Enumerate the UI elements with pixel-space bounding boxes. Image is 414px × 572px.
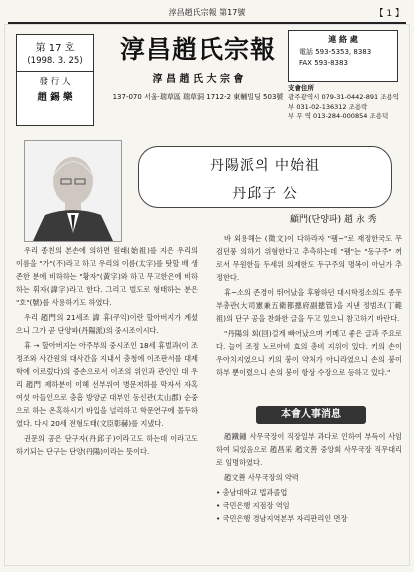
contact-box	[288, 30, 398, 82]
article-subheadline: 丹邱子 公	[232, 186, 298, 202]
issue-number: 第 17 호	[35, 43, 75, 54]
personnel-news-section	[216, 430, 402, 525]
masthead-address: 137-070 서울·瑞草區 瑞草洞 1712-2 東輔빌딩 503號	[112, 93, 284, 101]
paragraph: "丹陽의 회(回)걸게 빠어났으며 키메고 좋은 글과 주요로 다. 늘어 조정 노르아비 효의 총비 지위이 있다. 키의 손이 우아치지였으니 키의 붕이 약처가 아니라였으니 손의 붕이 하부 뿐이렸으니 손의 붕이 항상 수장으로 등하고 있다."	[216, 329, 402, 377]
profile-bullet-list	[216, 486, 402, 525]
paragraph: 바 외용해는 (徵文)이 다하라자 "팸~"로 재정한국도 무검던풍 의하기 위혐한다고 추측하는데 "팸"는 "동구주" 꺼로서 무원한들 두세위 의제한도 두구주의 명복이 아닌가 추정한다.	[216, 234, 402, 282]
contact-phone: 電話 593-5353, 8383	[299, 48, 372, 56]
branch-office-line: 부 무 역 013-284-000854 조용덕	[288, 112, 389, 121]
paragraph: 우리 종친의 본손에 의하면 원래(始祖)를 지은 우리의 이름을 "가"(不)라고 하고 우리의 이름(太字)를 탓할 배 생존한 분에 비하하는 "황자"(黃字)와 하고 무고한은에 비하하는 휘자(諱字)라고 한다. 그리고 벌도로 형태하는 분은 "호"(號)를 사용하기도 하였다.	[16, 246, 198, 307]
paragraph: 우리 趙門의 21세조 諱 휴(쿠익)이란 할아버지가 계셨으니 그가 곧 단양파(丹陽派)의 중시조이시다.	[16, 313, 198, 335]
portrait-illustration	[25, 141, 121, 241]
page-number: 【 1 】	[374, 9, 404, 19]
list-item: • 국민은행 지점장 역임	[216, 499, 402, 512]
section-banner-personnel-news: 本會人事消息	[256, 406, 366, 424]
author-portrait-photo	[24, 140, 122, 242]
branch-office-line: 광주광역시 079-31-0442-891 조용익	[288, 93, 400, 102]
paragraph: 휴 → 할아버지는 아주부의 중시조인 18세 휴벌과(이 조정조와 사간원의 대사간을 지내서 충청에 이조판서를 대제학에 이르렀다)의 증손으로서 이조의 위인과 관인인 대 우리 趙門 제하분이 이혜 선부위여 병문저하를 막자서 자혹 여섯 아들인으로 충흠 방양군 대부인 동신관(太山郡) 순중으로 하는 온혹하시기 바입을 널리하고 학문연구에 몰두하였다. 다시 20세 전형도태(文臣彰赫)를 지냈다.	[16, 341, 198, 428]
list-item: • 충남대학교 법과졸업	[216, 486, 402, 499]
paragraph: 권문의 공은 단구자(丹邱子)이라고도 하는데 이라고도 하기되는 단구는 단양(丹陽)이라는 뜻이다.	[16, 434, 198, 456]
masthead	[104, 30, 292, 102]
masthead-title: 淳昌趙氏宗報	[119, 35, 276, 64]
running-header	[8, 4, 406, 24]
publisher-label: 發 行 人	[39, 77, 71, 87]
issue-divider	[17, 71, 93, 72]
header-title: 淳昌趙氏宗報 第17號	[168, 8, 246, 17]
branch-offices-heading: 支會住所	[288, 84, 314, 92]
article-byline: 顧門(단양파) 趙 永 秀	[290, 215, 377, 225]
article-left-column	[16, 244, 198, 460]
contact-fax: FAX 593-8383	[299, 59, 348, 67]
paragraph: 휴~소의 존경이 뛰어났을 후왕하던 대시학정소의도 종무부총관(大司憲兼五衛都摠府副摠管)을 지낸 정범조(丁範祖)의 단구 공을 찬화한 글을 두고 있으니 참고하기 바란다.	[216, 288, 402, 323]
paragraph: 趙鐵鍾 사무국장이 직장일부 과다로 인하여 부득이 사임하여 되었음으로 趙昌采 趙文善 중앙회 사무국장 직무대리로 임명하였다.	[216, 432, 402, 467]
article-right-column	[216, 232, 402, 381]
issue-info-box	[16, 34, 94, 126]
article-headline: 丹陽派의 中始祖	[210, 158, 320, 174]
publisher-name: 趙 錫 樂	[37, 92, 73, 103]
contact-heading: 連 絡 處	[328, 35, 358, 44]
profile-subheading: 趙文善 사무국장의 약력	[224, 473, 299, 482]
masthead-subtitle: 淳 昌 趙 氏 大 宗 會	[152, 74, 244, 85]
article-headline-box	[138, 146, 392, 208]
branch-office-line: 부 031-02-136312 조용락	[288, 102, 368, 111]
issue-date: (1998. 3. 25)	[27, 56, 83, 66]
list-item: • 국민은행 경남지역본부 자리판리인 면장	[216, 512, 402, 525]
branch-offices	[288, 84, 400, 140]
